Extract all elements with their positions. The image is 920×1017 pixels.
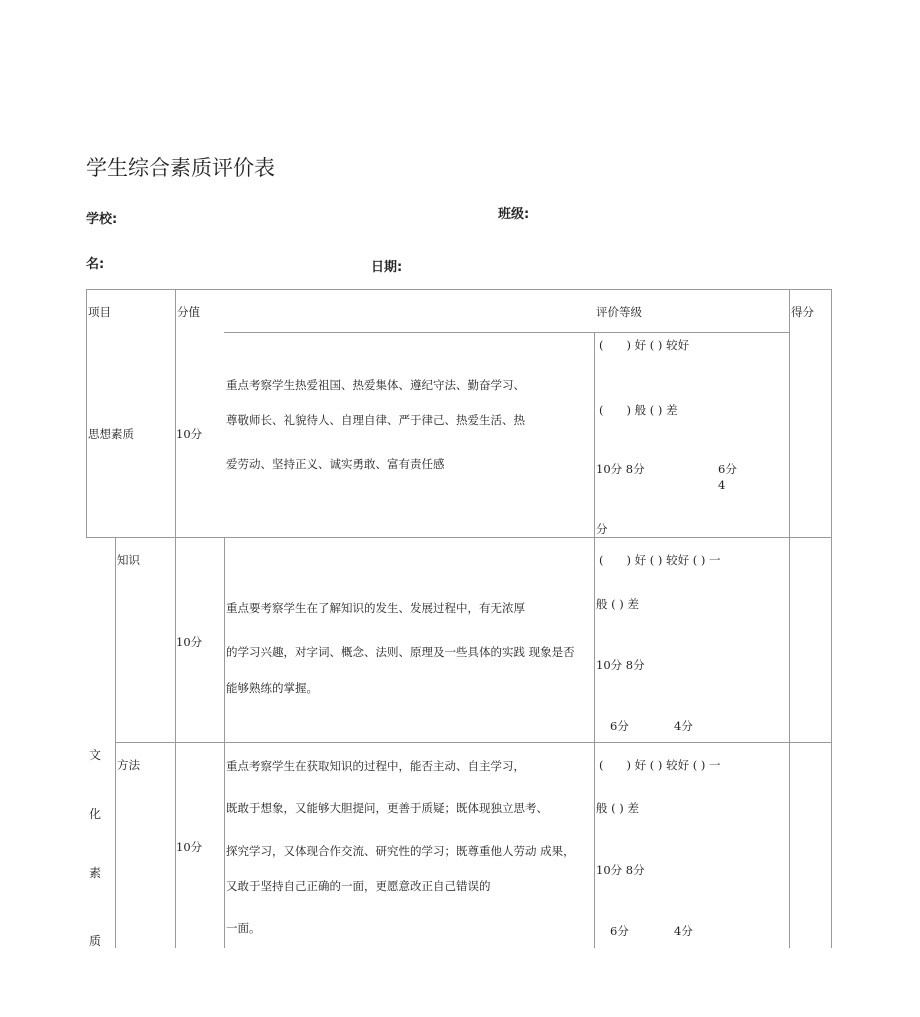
culture-category-char: 化 [89,807,102,821]
table-rule [115,742,831,743]
moral-grade-options: ( ) 般 ( ) 差 [599,403,678,417]
header-grade: 评价等级 [596,305,642,319]
moral-desc-line: 尊敬师长、礼貌待人、自理自律、严于律己、热爱生活、热 [226,413,525,427]
header-item: 项目 [88,305,111,319]
table-rule [594,332,595,948]
knowledge-grade-options: ( ) 好 ( ) 较好 ( ) 一 [599,553,721,567]
method-desc-line: 又敢于坚持自己正确的一面，更愿意改正自己错误的 [226,879,491,893]
class-label: 班级: [498,207,530,222]
method-desc-line: 探究学习，又体现合作交流、研究性的学习；既尊重他人劳动 成果， [226,844,575,858]
name-label: 名: [86,257,105,272]
moral-grade-scores: 10分 8分 [596,462,645,476]
moral-desc-line: 重点考察学生热爱祖国、热爱集体、遵纪守法、勤奋学习、 [226,378,525,392]
method-grade-scores: 10分 8分 [596,863,645,877]
culture-category-char: 质 [89,934,102,948]
method-desc-line: 一面。 [226,921,261,935]
header-score-value: 分值 [177,305,200,319]
date-label: 日期: [371,260,403,275]
knowledge-grade-scores: 6分 [610,719,629,733]
knowledge-value: 10分 [176,635,203,649]
table-rule [789,289,790,948]
moral-value: 10分 [176,427,203,441]
method-grade-scores: 6分 [610,924,629,938]
table-rule [224,332,789,333]
method-desc-line: 既敢于想象，又能够大胆提问，更善于质疑；既体现独立思考、 [226,801,548,815]
table-border-right [831,289,832,948]
table-border-top [86,289,831,290]
knowledge-desc-line: 重点要考察学生在了解知识的发生、发展过程中，有无浓厚 [226,601,525,615]
method-desc-line: 重点考察学生在获取知识的过程中，能否主动、自主学习， [226,759,525,773]
moral-grade-scores: 分 [596,522,608,536]
moral-category: 思想素质 [88,427,134,441]
knowledge-grade-scores: 10分 8分 [596,658,645,672]
moral-desc-line: 爱劳动、坚持正义、诚实勇敢、富有责任感 [226,457,445,471]
knowledge-sub: 知识 [117,553,140,567]
culture-category-char: 素 [89,866,102,880]
knowledge-desc-line: 能够熟练的掌握。 [226,681,318,695]
moral-grade-scores: 6分 [718,462,737,476]
table-rule [86,537,831,538]
method-value: 10分 [176,840,203,854]
knowledge-desc-line: 的学习兴趣，对字词、概念、法则、原理及一些具体的实践 现象是否 [226,645,575,659]
header-score: 得分 [791,305,814,319]
school-label: 学校: [86,212,118,227]
table-border-left [86,289,87,537]
knowledge-grade-options: 般 ( ) 差 [596,597,639,611]
method-sub: 方法 [117,758,140,772]
moral-grade-options: ( ) 好 ( ) 较好 [599,338,690,352]
knowledge-grade-scores: 4分 [674,719,693,733]
table-rule [224,537,225,948]
culture-category-char: 文 [89,748,102,762]
method-grade-scores: 4分 [674,924,693,938]
table-rule [115,537,116,948]
method-grade-options: 般 ( ) 差 [596,801,639,815]
method-grade-options: ( ) 好 ( ) 较好 ( ) 一 [599,758,721,772]
page-title: 学生综合素质评价表 [86,156,275,180]
moral-grade-scores: 4 [718,478,726,492]
